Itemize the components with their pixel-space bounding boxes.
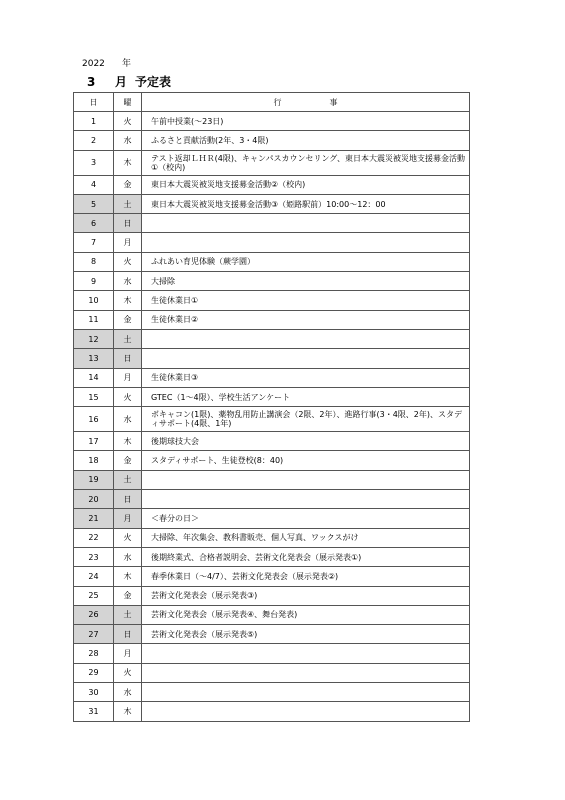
table-row xyxy=(74,272,470,291)
day-cell: 30 xyxy=(74,683,114,702)
day-cell: 27 xyxy=(74,625,114,644)
table-row xyxy=(74,329,470,348)
weekday-cell: 日 xyxy=(114,490,142,509)
weekday-cell: 木 xyxy=(114,567,142,586)
day-cell: 18 xyxy=(74,451,114,470)
header-event-2: 事 xyxy=(329,97,338,107)
weekday-cell: 火 xyxy=(114,663,142,682)
weekday-cell: 火 xyxy=(114,112,142,131)
weekday-cell: 土 xyxy=(114,470,142,489)
day-cell: 19 xyxy=(74,470,114,489)
table-row xyxy=(74,407,470,432)
day-cell: 15 xyxy=(74,387,114,406)
weekday-cell: 水 xyxy=(114,407,142,432)
table-row xyxy=(74,663,470,682)
table-row xyxy=(74,150,470,175)
event-cell xyxy=(142,329,470,348)
event-cell: 午前中授業(〜23日) xyxy=(142,112,470,131)
day-cell: 1 xyxy=(74,112,114,131)
weekday-cell: 土 xyxy=(114,329,142,348)
day-cell: 12 xyxy=(74,329,114,348)
weekday-cell: 水 xyxy=(114,131,142,150)
year-value: 2022 xyxy=(82,59,105,69)
table-row xyxy=(74,194,470,213)
day-cell: 16 xyxy=(74,407,114,432)
day-cell: 9 xyxy=(74,272,114,291)
month-value: 3 xyxy=(87,75,96,89)
table-row xyxy=(74,291,470,310)
weekday-cell: 水 xyxy=(114,683,142,702)
weekday-cell: 木 xyxy=(114,291,142,310)
header-weekday: 曜 xyxy=(114,93,142,112)
day-cell: 4 xyxy=(74,175,114,194)
event-cell xyxy=(142,644,470,663)
table-header-row xyxy=(74,93,470,112)
weekday-cell: 木 xyxy=(114,150,142,175)
page-title xyxy=(87,73,171,90)
day-cell: 14 xyxy=(74,368,114,387)
day-cell: 20 xyxy=(74,490,114,509)
event-cell: 芸術文化発表会（展示発表③) xyxy=(142,586,470,605)
table-row xyxy=(74,214,470,233)
event-cell: ふるさと貢献活動(2年、3・4限) xyxy=(142,131,470,150)
table-row xyxy=(74,310,470,329)
weekday-cell: 水 xyxy=(114,547,142,566)
event-cell xyxy=(142,349,470,368)
weekday-cell: 日 xyxy=(114,625,142,644)
table-row xyxy=(74,112,470,131)
day-cell: 8 xyxy=(74,252,114,271)
day-cell: 24 xyxy=(74,567,114,586)
header-event xyxy=(142,93,470,112)
month-unit: 月 xyxy=(115,75,128,89)
event-cell xyxy=(142,490,470,509)
table-row xyxy=(74,644,470,663)
weekday-cell: 月 xyxy=(114,233,142,252)
event-cell: 後期終業式、合格者説明会、芸術文化発表会（展示発表①) xyxy=(142,547,470,566)
weekday-cell: 日 xyxy=(114,349,142,368)
event-cell xyxy=(142,683,470,702)
year-line xyxy=(82,56,131,69)
table-row xyxy=(74,175,470,194)
event-cell xyxy=(142,470,470,489)
table-row xyxy=(74,605,470,624)
table-row xyxy=(74,470,470,489)
table-row xyxy=(74,349,470,368)
day-cell: 31 xyxy=(74,702,114,721)
weekday-cell: 月 xyxy=(114,509,142,528)
weekday-cell: 火 xyxy=(114,387,142,406)
day-cell: 3 xyxy=(74,150,114,175)
day-cell: 25 xyxy=(74,586,114,605)
event-cell: テスト返却ＬＨＲ(4限)、キャンパスカウンセリング、東日本大震災被災地支援募金活動①（校内) xyxy=(142,150,470,175)
event-cell: 後期球技大会 xyxy=(142,432,470,451)
table-row xyxy=(74,625,470,644)
event-cell: 東日本大震災被災地支援募金活動③（姫路駅前）10:00〜12：00 xyxy=(142,194,470,213)
event-cell: スタディサポート、生徒登校(8：40) xyxy=(142,451,470,470)
table-row xyxy=(74,586,470,605)
header-event-1: 行 xyxy=(273,97,282,107)
table-row xyxy=(74,509,470,528)
event-cell: 芸術文化発表会（展示発表④、舞台発表) xyxy=(142,605,470,624)
weekday-cell: 木 xyxy=(114,702,142,721)
event-cell xyxy=(142,214,470,233)
schedule-title: 予定表 xyxy=(135,75,172,89)
event-cell: 生徒休業日② xyxy=(142,310,470,329)
event-cell: 生徒休業日③ xyxy=(142,368,470,387)
weekday-cell: 金 xyxy=(114,451,142,470)
weekday-cell: 火 xyxy=(114,528,142,547)
event-cell: 春季休業日（〜4/7）、芸術文化発表会（展示発表②) xyxy=(142,567,470,586)
event-cell: ＜春分の日＞ xyxy=(142,509,470,528)
table-row xyxy=(74,252,470,271)
table-row xyxy=(74,683,470,702)
weekday-cell: 木 xyxy=(114,432,142,451)
table-row xyxy=(74,567,470,586)
event-cell: GTEC（1〜4限）、学校生活アンケート xyxy=(142,387,470,406)
day-cell: 13 xyxy=(74,349,114,368)
header-day: 日 xyxy=(74,93,114,112)
weekday-cell: 月 xyxy=(114,368,142,387)
event-cell xyxy=(142,663,470,682)
weekday-cell: 水 xyxy=(114,272,142,291)
schedule-table xyxy=(73,92,470,722)
table-row xyxy=(74,528,470,547)
event-cell: 芸術文化発表会（展示発表⑤) xyxy=(142,625,470,644)
weekday-cell: 月 xyxy=(114,644,142,663)
day-cell: 23 xyxy=(74,547,114,566)
table-row xyxy=(74,131,470,150)
day-cell: 5 xyxy=(74,194,114,213)
table-row xyxy=(74,387,470,406)
year-unit: 年 xyxy=(122,59,132,69)
table-row xyxy=(74,451,470,470)
weekday-cell: 土 xyxy=(114,194,142,213)
event-cell: ボキャコン(1限)、薬物乱用防止講演会（2限、2年）、進路行事(3・4限、2年)、スタディサポート(4限、1年) xyxy=(142,407,470,432)
weekday-cell: 火 xyxy=(114,252,142,271)
table-row xyxy=(74,368,470,387)
weekday-cell: 金 xyxy=(114,175,142,194)
table-row xyxy=(74,702,470,721)
day-cell: 11 xyxy=(74,310,114,329)
weekday-cell: 日 xyxy=(114,214,142,233)
table-row xyxy=(74,490,470,509)
day-cell: 28 xyxy=(74,644,114,663)
event-cell: 大掃除、年次集会、教科書販売、個人写真、ワックスがけ xyxy=(142,528,470,547)
day-cell: 6 xyxy=(74,214,114,233)
event-cell: 生徒休業日① xyxy=(142,291,470,310)
weekday-cell: 金 xyxy=(114,586,142,605)
table-row xyxy=(74,432,470,451)
table-row xyxy=(74,233,470,252)
day-cell: 26 xyxy=(74,605,114,624)
day-cell: 22 xyxy=(74,528,114,547)
day-cell: 17 xyxy=(74,432,114,451)
day-cell: 7 xyxy=(74,233,114,252)
day-cell: 21 xyxy=(74,509,114,528)
event-cell: 大掃除 xyxy=(142,272,470,291)
event-cell xyxy=(142,702,470,721)
table-row xyxy=(74,547,470,566)
weekday-cell: 金 xyxy=(114,310,142,329)
event-cell: 東日本大震災被災地支援募金活動②（校内) xyxy=(142,175,470,194)
event-cell xyxy=(142,233,470,252)
day-cell: 2 xyxy=(74,131,114,150)
day-cell: 29 xyxy=(74,663,114,682)
weekday-cell: 土 xyxy=(114,605,142,624)
event-cell: ふれあい育児体験（蕨学園） xyxy=(142,252,470,271)
day-cell: 10 xyxy=(74,291,114,310)
